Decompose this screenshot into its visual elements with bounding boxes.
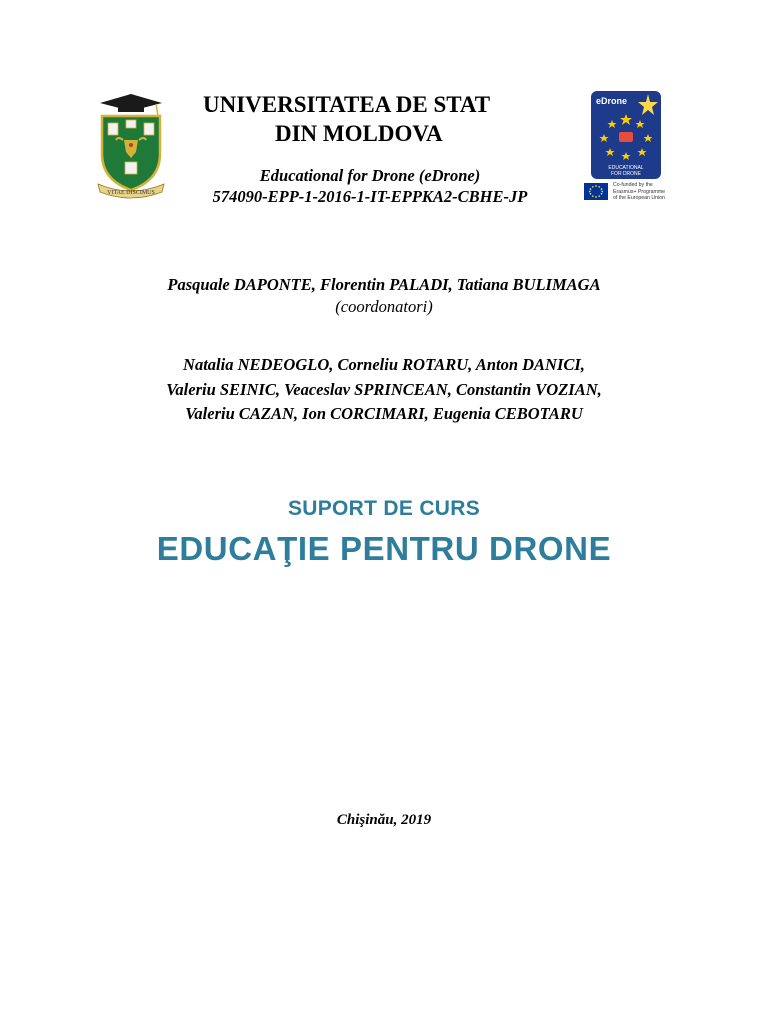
university-crest-logo [96, 92, 166, 202]
eu-cofunded-badge [584, 182, 679, 204]
eu-text-line2: Erasmus+ Programme [613, 188, 666, 195]
project-name: Educational for Drone (eDrone) [259, 166, 481, 185]
authors-line: Valeriu SEINIC, Veaceslav SPRINCEAN, Constantin VOZIAN, [166, 379, 602, 399]
imprint-place-year: Chişinău, 2019 [336, 812, 432, 828]
university-name [200, 90, 550, 148]
crest-motto: VITAE DISCIMUS [107, 190, 155, 196]
authors-line: Natalia NEDEOGLO, Corneliu ROTARU, Anton DANICI, [183, 355, 585, 374]
edrone-logo-caption-line2: FOR DRONE [611, 171, 641, 177]
authors-line: Valeriu CAZAN, Ion CORCIMARI, Eugenia CEBOTARU [185, 404, 583, 423]
project-code: 574090-EPP-1-2016-1-IT-EPPKA2-CBHE-JP [212, 187, 528, 206]
eu-text-line1: Co-funded by the [613, 182, 653, 188]
eu-cofunded-text [613, 182, 679, 202]
eu-text-line3: of the European Union [613, 195, 665, 202]
eu-flag-icon [584, 183, 608, 200]
edrone-logo-caption-line1: EDUCATIONAL [608, 165, 644, 171]
edrone-logo [590, 90, 662, 180]
course-title: EDUCAŢIE PENTRU DRONE [156, 530, 612, 567]
university-name-line1: UNIVERSITATEA DE STAT [203, 92, 491, 117]
support-label: SUPORT DE CURS [287, 497, 481, 520]
authors-block [60, 353, 708, 427]
coordinators-block [60, 274, 708, 318]
edrone-logo-title: eDrone [596, 96, 628, 106]
university-name-line2: DIN MOLDOVA [275, 121, 443, 146]
coordinator-names: Pasquale DAPONTE, Florentin PALADI, Tatiana BULIMAGA [167, 275, 601, 294]
coordinator-role: (coordonatori) [335, 297, 433, 316]
project-info [160, 165, 580, 207]
